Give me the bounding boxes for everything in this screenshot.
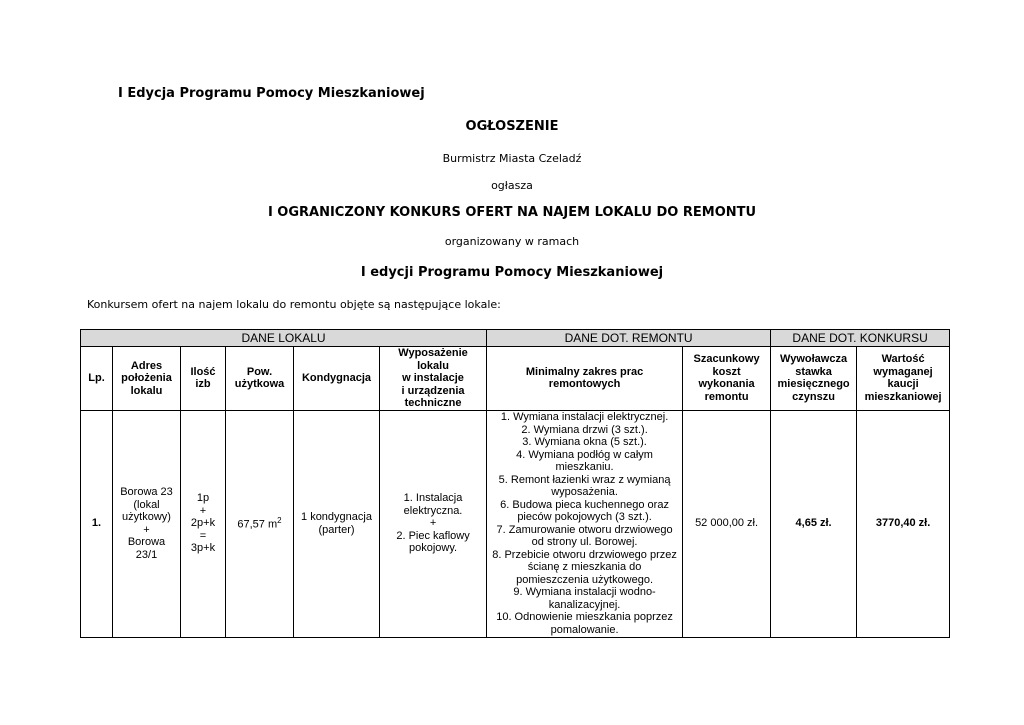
list-item: pomieszczenia użytkowego. — [516, 573, 654, 586]
issuer-line: Burmistrz Miasta Czeladź — [442, 152, 582, 165]
organized-line: organizowany w ramach — [444, 235, 580, 248]
col-header-equipment: Wyposażenie lokalu w instalacje i urządzenia techniczne — [380, 347, 487, 411]
col-header-deposit: Wartość wymaganej kaucji mieszkaniowej — [857, 347, 950, 411]
col-header-rooms: Ilość izb — [181, 347, 226, 411]
group-header-row — [81, 330, 950, 347]
group-local-data: DANE LOKALU — [81, 330, 487, 347]
column-header-row — [81, 347, 950, 411]
list-item: 5. Remont łazienki wraz z wymianą — [498, 473, 671, 486]
list-item: mieszkaniu. — [555, 461, 614, 473]
col-header-address: Adres położenia lokalu — [113, 347, 181, 411]
offers-table — [80, 329, 950, 638]
cell-works — [487, 410, 683, 637]
list-item: 2. Wymiana drzwi (3 szt.). — [521, 423, 648, 436]
list-item: 8. Przebicie otworu drzwiowego przez — [492, 548, 677, 561]
cell-area: 67,57 $m^2$ — [226, 410, 294, 637]
list-item: kanalizacyjnej. — [548, 598, 621, 611]
group-renovation-data: DANE DOT. REMONTU — [487, 330, 771, 347]
list-item: pomalowanie. — [550, 623, 619, 636]
intro-text: Konkursem ofert na najem lokalu do remontu objęte są następujące lokale: — [87, 298, 501, 311]
col-header-cost: Szacunkowy koszt wykonania remontu — [683, 347, 771, 411]
group-contest-data: DANE DOT. KONKURSU — [771, 330, 950, 347]
cell-address: Borowa 23 (lokal użytkowy) + Borowa 23/1 — [113, 410, 181, 637]
announcement-heading: OGŁOSZENIE — [465, 119, 559, 134]
col-header-floors: Kondygnacja — [294, 347, 380, 411]
list-item: ścianę z mieszkania do — [527, 561, 642, 573]
list-item: 10. Odnowienie mieszkania poprzez — [496, 611, 673, 623]
list-item: 9. Wymiana instalacji wodno- — [513, 586, 656, 598]
contest-title: I OGRANICZONY KONKURS OFERT NA NAJEM LOKALU DO REMONTU — [267, 205, 757, 220]
list-item: 6. Budowa pieca kuchennego oraz — [500, 498, 669, 511]
cell-rooms: 1p + 2p+k = 3p+k — [181, 410, 226, 637]
list-item: wyposażenia. — [551, 486, 618, 498]
program-title: I Edycja Programu Pomocy Mieszkaniowej — [118, 86, 425, 101]
col-header-works: Minimalny zakres prac remontowych — [487, 347, 683, 411]
cell-lp: 1. — [81, 410, 113, 637]
table-row — [81, 410, 950, 637]
works-list — [489, 411, 680, 636]
col-header-area: Pow. użytkowa — [226, 347, 294, 411]
program-edition-title: I edycji Programu Pomocy Mieszkaniowej — [360, 265, 664, 280]
list-item: 7. Zamurowanie otworu drzwiowego — [496, 523, 673, 536]
cell-floors: 1 kondygnacja (parter) — [294, 410, 380, 637]
list-item: od strony ul. Borowej. — [531, 536, 638, 548]
list-item: 4. Wymiana podłóg w całym — [516, 448, 653, 461]
cell-equipment: 1. Instalacja elektryczna. + 2. Piec kaflowy pokojowy. — [380, 410, 487, 637]
cell-rent: 4,65 zł. — [771, 410, 857, 637]
col-header-rent: Wywoławcza stawka miesięcznego czynszu — [771, 347, 857, 411]
list-item: 1. Wymiana instalacji elektrycznej. — [500, 411, 669, 423]
announces-line: ogłasza — [491, 179, 533, 192]
list-item: 3. Wymiana okna (5 szt.). — [522, 436, 647, 448]
cell-deposit: 3770,40 zł. — [857, 410, 950, 637]
list-item: pieców pokojowych (3 szt.). — [517, 511, 652, 523]
cell-cost: 52 000,00 zł. — [683, 410, 771, 637]
col-header-lp: Lp. — [81, 347, 113, 411]
